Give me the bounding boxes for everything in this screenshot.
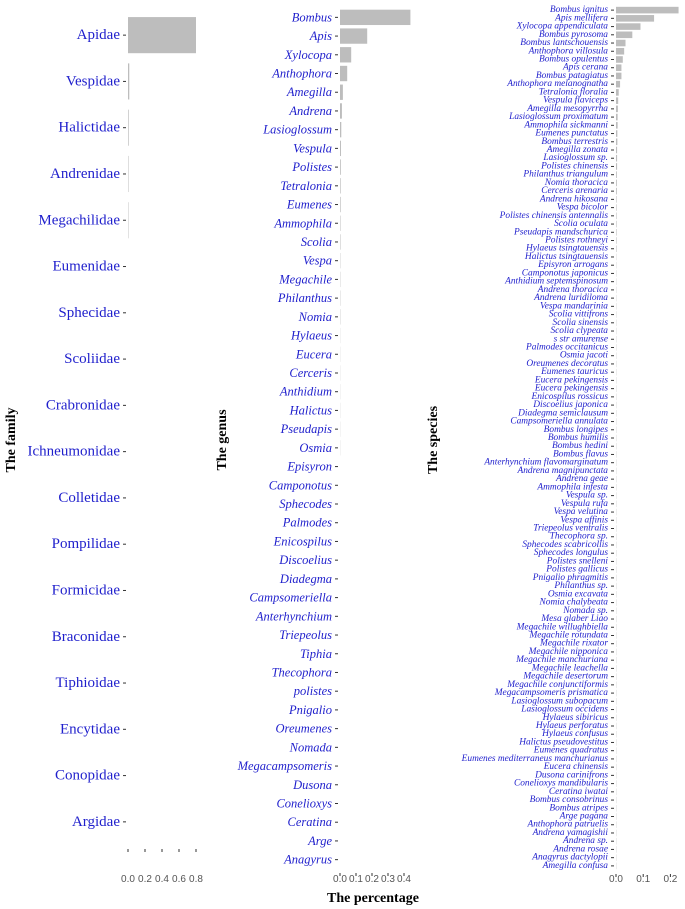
species-label-eucera-pekingensis: Eucera pekingensis [534, 383, 608, 394]
genus-label-vespa: Vespa [302, 253, 332, 268]
genus-label-palmodes: Palmodes [282, 515, 332, 530]
species-xtick-label-2: 0.2 [663, 874, 678, 885]
family-label-formicidae: Formicidae [51, 582, 120, 599]
species-bar-anthophora-melanognatha [616, 81, 620, 88]
species-label-amegilla-confusa: Amegilla confusa [542, 860, 608, 871]
species-xtick-label-1: 0.1 [636, 874, 651, 885]
species-label-anthophora-melanognatha: Anthophora melanognatha [507, 79, 608, 90]
species-label-ceratina-iwatai: Ceratina iwatai [548, 786, 608, 797]
species-label-sphecodes-scabricollis: Sphecodes scabricollis [522, 539, 608, 550]
species-label-dusona-carinifrons: Dusona carinifrons [535, 770, 608, 781]
genus-label-nomada: Nomada [289, 740, 332, 755]
species-label-hylaeus-tsingtauensis: Hylaeus tsingtauensis [525, 243, 608, 254]
species-label-nomada-sp: Nomada sp. [563, 605, 608, 616]
genus-label-philanthus: Philanthus [277, 291, 332, 306]
family-label-halictidae: Halictidae [58, 119, 120, 136]
genus-label-tiphia: Tiphia [300, 646, 332, 661]
species-label-vespa-bicolor: Vespa bicolor [556, 202, 608, 213]
genus-label-vespula: Vespula [293, 141, 332, 156]
genus-label-anthidium: Anthidium [279, 384, 332, 399]
species-label-camponotus-japonicus: Camponotus japonicus [521, 268, 608, 279]
species-label-andrena-sp: Andrena sp. [563, 836, 608, 847]
species-label-andrena-luridiloma: Andrena luridiloma [534, 293, 608, 304]
species-bar-eumenes-punctatus [616, 130, 617, 137]
species-label-apis-mellifera: Apis mellifera [555, 13, 608, 24]
species-label-andrena-thoracica: Andrena thoracica [537, 284, 608, 295]
species-bar-vespa-bicolor [616, 204, 617, 211]
species-label-pseudapis-mandschurica: Pseudapis mandschurica [513, 227, 608, 238]
species-label-triepeolus-ventralis: Triepeolus ventralis [533, 523, 608, 534]
species-label-andrena-magnipunctata: Andrena magnipunctata [517, 465, 608, 476]
species-label-anthophora-patruelis: Anthophora patruelis [527, 819, 608, 830]
genus-label-conelioxys: Conelioxys [276, 796, 332, 811]
genus-label-dusona: Dusona [293, 777, 332, 792]
genus-bar-xylocopa [340, 47, 351, 62]
family-label-vespidae: Vespidae [65, 73, 120, 90]
species-label-nomia-thoracica: Nomia thoracica [544, 177, 608, 188]
family-xtick-label-1: 0.2 [138, 874, 152, 885]
genus-xtick-label-3: 0.3 [381, 874, 395, 885]
genus-label-bombus: Bombus [291, 10, 332, 25]
species-label-mesa-glaber-liao: Mesa glaber Liao [541, 614, 608, 625]
species-label-halictus-pseudovestitus: Halictus pseudovestitus [519, 737, 608, 748]
genus-bar-apis [340, 28, 367, 43]
family-label-scoliidae: Scoliidae [64, 351, 120, 368]
genus-label-ceratina: Ceratina [287, 815, 332, 830]
genus-label-lasioglossum: Lasioglossum [263, 122, 332, 137]
species-label-palmodes-occitanicus: Palmodes occitanicus [525, 342, 608, 353]
species-bar-xylocopa-appendiculata [616, 23, 640, 30]
genus-xtick-label-1: 0.1 [349, 874, 363, 885]
species-label-xylocopa-appendiculata: Xylocopa appendiculata [516, 21, 608, 32]
species-bar-bombus-lantschouensis [616, 40, 626, 47]
species-label-tetralonia-floralia: Tetralonia floralia [538, 87, 608, 98]
genus-label-diadegma: Diadegma [279, 571, 332, 586]
species-label-amegilla-mesopyrrha: Amegilla mesopyrrha [527, 103, 608, 114]
species-label-megachile-nipponica: Megachile nipponica [528, 646, 608, 657]
genus-bar-andrena [340, 103, 342, 118]
genus-label-hylaeus: Hylaeus [291, 328, 332, 343]
species-bar-hylaeus-tsingtauensis [616, 245, 617, 252]
genus-axis-title: The genus [215, 409, 230, 471]
species-label-lasioglossum-sp: Lasioglossum sp. [543, 153, 608, 164]
species-bar-tetralonia-floralia [616, 89, 619, 96]
species-label-eumenes-tauricus: Eumenes tauricus [541, 367, 608, 378]
family-xtick-label-4: 0.8 [189, 874, 203, 885]
species-label-eumenes-punctatus: Eumenes punctatus [535, 128, 608, 139]
species-label-megacampsomeris-prismatica: Megacampsomeris prismatica [494, 688, 608, 699]
family-label-argidae: Argidae [71, 813, 120, 830]
species-label-polistes-chinensis-antennalis: Polistes chinensis antennalis [499, 210, 608, 221]
species-label-scolia-sinensis: Scolia sinensis [552, 317, 608, 328]
species-label-megachile-desertorum: Megachile desertorum [523, 671, 608, 682]
family-bar-apidae [128, 17, 196, 53]
species-label-ammophila-infesta: Ammophila infesta [537, 482, 608, 493]
species-label-polistes-snelleni: Polistes snelleni [546, 556, 608, 567]
genus-label-camponotus: Camponotus [268, 478, 332, 493]
species-label-campsomeriella-annulata: Campsomeriella annulata [510, 416, 608, 427]
genus-label-anagyrus: Anagyrus [284, 852, 332, 867]
genus-label-cerceris: Cerceris [289, 365, 332, 380]
species-label-anthophora-villosula: Anthophora villosula [528, 46, 608, 57]
family-label-ichneumonidae: Ichneumonidae [27, 443, 120, 460]
species-label-eucera-pekingensis: Eucera pekingensis [534, 375, 608, 386]
species-label-bombus-patagiatus: Bombus patagiatus [535, 70, 608, 81]
species-label-hylaeus-sibiricus: Hylaeus sibiricus [542, 712, 608, 723]
family-label-apidae: Apidae [76, 27, 120, 44]
species-label-bombus-hedini: Bombus hedini [552, 441, 608, 452]
species-bar-polistes-chinensis [616, 163, 617, 170]
species-bar-lasioglossum-proximatum [616, 114, 618, 121]
genus-xtick-label-2: 0.2 [365, 874, 379, 885]
species-label-episyron-arrogans: Episyron arrogans [538, 260, 608, 271]
species-label-thecophora-sp: Thecophora sp. [549, 531, 608, 542]
species-label-vespa-mandarinia: Vespa mandarinia [540, 301, 608, 312]
species-axis-title: The species [426, 405, 441, 475]
species-label-bombus-ignitus: Bombus ignitus [549, 5, 608, 16]
species-label-megachile-conjunctiformis: Megachile conjunctiformis [507, 679, 608, 690]
species-label-anagyrus-dactylopii: Anagyrus dactylopii [532, 852, 608, 863]
species-label-megachile-manchuriana: Megachile manchuriana [516, 655, 608, 666]
family-xtick-label-3: 0.6 [172, 874, 186, 885]
panel-species [426, 5, 679, 885]
species-bar-ammophila-sickmanni [616, 122, 618, 129]
species-bar-pseudapis-mandschurica [616, 229, 617, 236]
genus-bar-eumenes [340, 197, 341, 212]
species-bar-andrena-hikosana [616, 196, 617, 203]
genus-label-campsomeriella: Campsomeriella [249, 590, 332, 605]
species-label-discoelius-japonica: Discoelius japonica [533, 400, 608, 411]
genus-label-polistes: Polistes [292, 160, 332, 175]
species-label-andrena-rosae: Andrena rosae [553, 844, 608, 855]
panel-family [4, 17, 203, 885]
genus-label-nomia: Nomia [298, 309, 332, 324]
genus-label-anterhynchium: Anterhynchium [255, 609, 332, 624]
species-bar-apis-cerana [616, 64, 621, 71]
species-bar-apis-mellifera [616, 15, 654, 22]
family-label-sphecidae: Sphecidae [58, 304, 120, 321]
species-label-bombus-pyrosoma: Bombus pyrosoma [538, 29, 608, 40]
species-label-megachile-rotundata: Megachile rotundata [529, 630, 608, 641]
genus-label-amegilla: Amegilla [286, 85, 332, 100]
species-label-bombus-terrestris: Bombus terrestris [541, 136, 608, 147]
genus-label-triepeolus: Triepeolus [279, 628, 332, 643]
genus-label-pseudapis: Pseudapis [280, 422, 332, 437]
family-label-tiphioidae: Tiphioidae [55, 675, 120, 692]
genus-label-eucera: Eucera [295, 347, 332, 362]
species-label-scolia-vittifrons: Scolia vittifrons [548, 309, 608, 320]
family-axis-title: The family [4, 407, 19, 473]
genus-label-xylocopa: Xylocopa [284, 47, 332, 62]
species-label-philanthus-sp: Philanthus sp. [554, 581, 608, 592]
species-label-anterhynchium-flavomarginatum: Anterhynchium flavomarginatum [484, 457, 608, 468]
genus-bar-amegilla [340, 85, 343, 100]
genus-label-andrena: Andrena [289, 103, 332, 118]
family-xtick-label-0: 0.0 [121, 874, 135, 885]
genus-label-eumenes: Eumenes [286, 197, 332, 212]
species-label-vespa-velutina: Vespa velutina [553, 507, 608, 518]
genus-label-tetralonia: Tetralonia [280, 178, 332, 193]
species-label-bombus-lantschouensis: Bombus lantschouensis [520, 38, 608, 49]
species-label-amegilla-zonata: Amegilla zonata [546, 145, 608, 155]
species-bar-polistes-rothneyi [616, 237, 617, 244]
species-label-andrena-geae: Andrena geae [556, 474, 608, 485]
species-label-scolia-oculata: Scolia oculata [554, 219, 608, 230]
genus-label-arge: Arge [308, 833, 332, 848]
genus-label-osmia: Osmia [299, 440, 332, 455]
species-label-megachile-willughbiella: Megachile willughbiella [516, 622, 608, 633]
family-label-conopidae: Conopidae [55, 767, 120, 784]
species-bar-vespula-flaviceps [616, 97, 618, 104]
species-label-scolia-clypeata: Scolia clypeata [550, 326, 608, 337]
species-bar-scolia-oculata [616, 221, 617, 228]
species-bar-amegilla-zonata [616, 147, 617, 154]
species-bar-lasioglossum-sp [616, 155, 617, 162]
species-label-hylaeus-perforatus: Hylaeus perforatus [535, 721, 608, 731]
family-xtick-label-2: 0.4 [155, 874, 169, 885]
family-label-andrenidae: Andrenidae [50, 165, 120, 182]
species-label-sphecodes-longulus: Sphecodes longulus [533, 548, 608, 559]
family-bar-andrenidae [128, 156, 129, 192]
species-label-polistes-gallicus: Polistes gallicus [546, 564, 608, 575]
family-label-colletidae: Colletidae [58, 489, 120, 506]
species-bar-cerceris-arenaria [616, 188, 617, 195]
genus-bar-lasioglossum [340, 122, 341, 137]
family-bar-vespidae [128, 63, 129, 99]
genus-bar-polistes [340, 159, 341, 174]
species-bar-philanthus-triangulum [616, 171, 617, 178]
family-label-eumenidae: Eumenidae [52, 258, 120, 275]
genus-label-ammophila: Ammophila [274, 216, 332, 231]
genus-bar-anthophora [340, 66, 347, 81]
species-bar-bombus-opulentus [616, 56, 623, 63]
genus-xtick-label-0: 0.0 [333, 874, 347, 885]
species-label-diadegma-semiclausum: Diadegma semiclausum [518, 408, 608, 419]
species-bar-bombus-ignitus [616, 7, 679, 14]
genus-label-megachile: Megachile [279, 272, 332, 287]
species-label-polistes-chinensis: Polistes chinensis [541, 161, 608, 172]
species-label-lasioglossum-proximatum: Lasioglossum proximatum [509, 112, 608, 123]
species-label-cerceris-arenaria: Cerceris arenaria [541, 186, 608, 197]
species-label-lasioglossum-occidens: Lasioglossum occidens [521, 704, 608, 715]
species-label-andrena-hikosana: Andrena hikosana [539, 194, 608, 205]
genus-bar-vespula [340, 141, 341, 156]
species-label-apis-cerana: Apis cerana [562, 62, 608, 73]
species-label-bombus-humilis: Bombus humilis [547, 433, 608, 443]
species-xtick-label-0: 0.0 [609, 874, 623, 885]
genus-label-apis: Apis [309, 29, 332, 44]
family-label-braconidae: Braconidae [51, 628, 120, 645]
species-label-bombus-opulentus: Bombus opulentus [538, 54, 608, 65]
species-label-hylaeus-confusus: Hylaeus confusus [542, 729, 608, 740]
species-bar-amegilla-mesopyrrha [616, 106, 618, 113]
genus-label-megacampsomeris: Megacampsomeris [237, 759, 332, 774]
species-label-eumenes-quadratus: Eumenes quadratus [533, 745, 608, 756]
species-label-lasioglossum-subopacum: Lasioglossum subopacum [511, 696, 608, 707]
species-label-vespula-sp: Vespula sp. [565, 490, 608, 501]
species-label-megachile-leachella: Megachile leachella [531, 663, 608, 674]
genus-label-anthophora: Anthophora [272, 66, 332, 81]
species-label-vespula-flaviceps: Vespula flaviceps [543, 95, 608, 106]
family-label-encytidae: Encytidae [60, 721, 120, 738]
species-label-osmia-excavata: Osmia excavata [547, 589, 608, 600]
species-label-s-str-amurense: s str amurense [553, 334, 608, 345]
species-label-eucera-chinensis: Eucera chinensis [543, 762, 608, 773]
species-label-enicospilus-rossicus: Enicospilus rossicus [531, 391, 608, 402]
genus-label-halictus: Halictus [289, 403, 332, 418]
species-bar-anthophora-villosula [616, 48, 624, 55]
species-label-bombus-longipes: Bombus longipes [543, 424, 608, 435]
family-bar-halictidae [128, 110, 129, 146]
genus-label-discoelius: Discoelius [279, 553, 332, 568]
species-label-bombus-flavus: Bombus flavus [553, 449, 608, 460]
genus-bar-tetralonia [340, 178, 341, 193]
species-label-anthidium-septemspinosum: Anthidium septemspinosum [505, 276, 608, 287]
species-label-oreumenes-decoratus: Oreumenes decoratus [526, 358, 608, 369]
x-axis-title: The percentage [327, 891, 419, 906]
species-label-pnigalio-phragmitis: Pnigalio phragmitis [532, 572, 608, 583]
panel-genus [215, 10, 419, 906]
genus-label-scolia: Scolia [300, 234, 332, 249]
species-label-philanthus-triangulum: Philanthus triangulum [523, 169, 608, 180]
family-label-megachilidae: Megachilidae [38, 212, 120, 229]
species-bar-bombus-patagiatus [616, 73, 621, 80]
genus-label-thecophora: Thecophora [271, 665, 332, 680]
genus-label-sphecodes: Sphecodes [279, 497, 332, 512]
species-label-andrena-yamagishii: Andrena yamagishii [532, 827, 608, 838]
species-bar-bombus-pyrosoma [616, 32, 632, 39]
species-bar-nomia-thoracica [616, 180, 617, 187]
species-label-halictus-tsingtauensis: Halictus tsingtauensis [524, 251, 608, 262]
species-label-megachile-rixator: Megachile rixator [540, 638, 608, 649]
species-label-bombus-consobrinus: Bombus consobrinus [529, 795, 608, 806]
species-label-eumenes-mediterraneus-manchurianus: Eumenes mediterraneus manchurianus [461, 753, 608, 764]
genus-label-polistes: polistes [293, 684, 332, 699]
genus-label-enicospilus: Enicospilus [273, 534, 332, 549]
species-label-bombus-atripes: Bombus atripes [549, 803, 608, 814]
species-label-ammophila-sickmanni: Ammophila sickmanni [524, 120, 608, 131]
genus-xtick-label-4: 0.4 [397, 874, 411, 885]
species-label-vespula-rufa: Vespula rufa [560, 498, 608, 509]
genus-bar-bombus [340, 10, 410, 25]
genus-label-episyron: Episyron [287, 459, 332, 474]
genus-label-oreumenes: Oreumenes [275, 721, 332, 736]
genus-label-pnigalio: Pnigalio [288, 702, 332, 717]
species-label-conelioxys-mandibularis: Conelioxys mandibularis [513, 778, 608, 789]
species-bar-polistes-chinensis-antennalis [616, 213, 617, 220]
species-label-vespa-affinis: Vespa affinis [560, 515, 608, 526]
family-label-crabronidae: Crabronidae [45, 397, 120, 414]
species-label-nomia-chalybeata: Nomia chalybeata [539, 597, 608, 608]
species-label-polistes-rothneyi: Polistes rothneyi [545, 235, 608, 246]
species-label-osmia-jacoti: Osmia jacoti [559, 350, 608, 361]
family-label-pompilidae: Pompilidae [51, 536, 120, 553]
species-bar-bombus-terrestris [616, 138, 617, 145]
species-label-arge-pagana: Arge pagana [559, 811, 608, 822]
